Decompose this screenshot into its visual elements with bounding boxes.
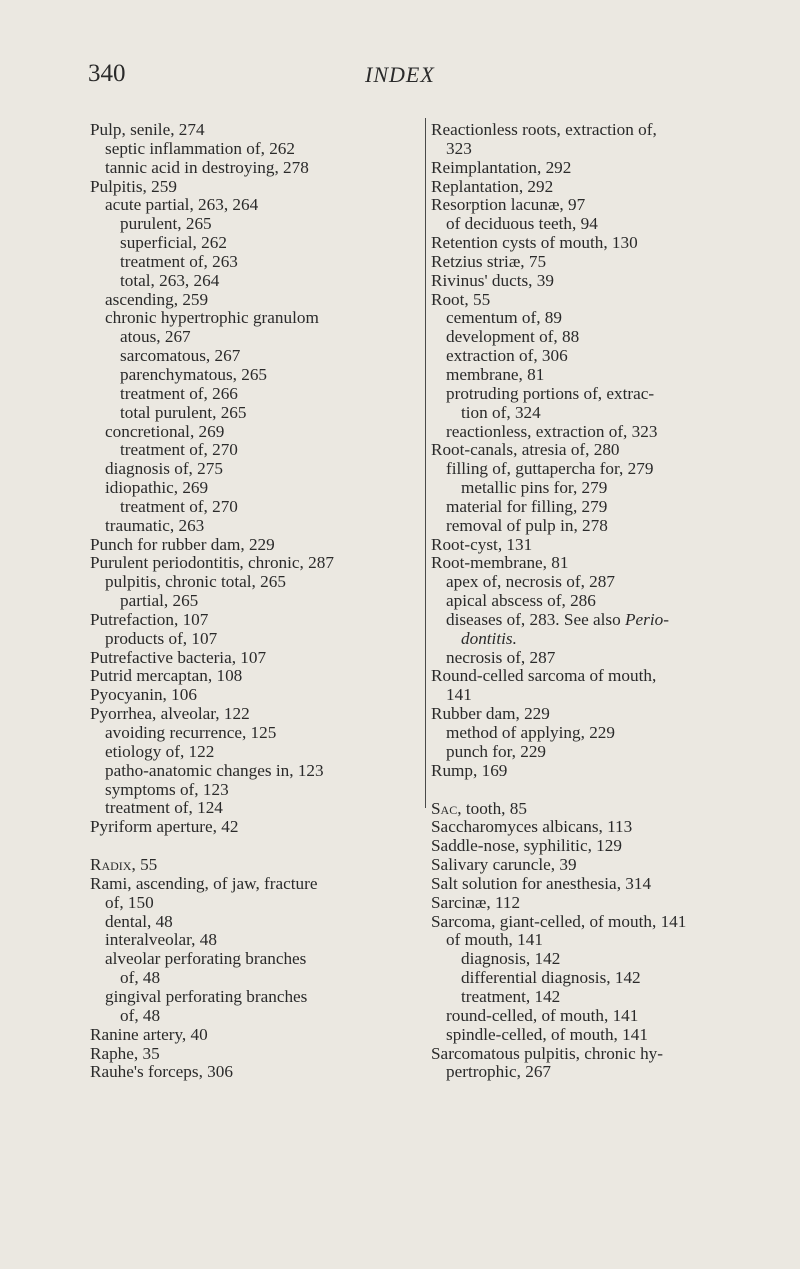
index-entry bbox=[431, 460, 776, 479]
entry-text: treatment, 142 bbox=[461, 986, 561, 1006]
entry-text: round-celled, of mouth, 141 bbox=[446, 1005, 639, 1025]
index-entry bbox=[90, 385, 430, 404]
index-entry bbox=[90, 479, 430, 498]
index-entry bbox=[431, 592, 776, 611]
index-entry bbox=[90, 234, 430, 253]
index-entry bbox=[431, 969, 776, 988]
index-entry bbox=[90, 140, 430, 159]
index-entry bbox=[90, 460, 430, 479]
entry-text: of, 150 bbox=[105, 892, 154, 912]
entry-text: Retention cysts of mouth, 130 bbox=[431, 233, 638, 253]
entry-text: Round-celled sarcoma of mouth, bbox=[431, 666, 657, 686]
index-entry bbox=[90, 498, 430, 517]
index-entry bbox=[90, 291, 430, 310]
entry-text: superficial, 262 bbox=[120, 233, 227, 253]
index-entry bbox=[431, 686, 776, 705]
index-entry bbox=[90, 554, 430, 573]
entry-text: treatment of, 263 bbox=[120, 251, 238, 271]
entry-text: Ranine artery, 40 bbox=[90, 1024, 208, 1044]
index-entry bbox=[431, 1063, 776, 1082]
index-entry bbox=[90, 799, 430, 818]
entry-text: of mouth, 141 bbox=[446, 930, 543, 950]
entry-text: tion of, 324 bbox=[461, 402, 541, 422]
entry-text: treatment of, 270 bbox=[120, 496, 238, 516]
entry-text: diagnosis, 142 bbox=[461, 949, 561, 969]
entry-text: Salivary caruncle, 39 bbox=[431, 855, 577, 875]
entry-text: membrane, 81 bbox=[446, 364, 545, 384]
index-entry bbox=[90, 969, 430, 988]
entry-text: Raphe, 35 bbox=[90, 1043, 160, 1063]
entry-text: purulent, 265 bbox=[120, 214, 212, 234]
entry-text: Rami, ascending, of jaw, fracture bbox=[90, 873, 318, 893]
entry-text: Sarcoma, giant-celled, of mouth, 141 bbox=[431, 911, 687, 931]
section-gap bbox=[431, 781, 776, 800]
index-entry bbox=[431, 196, 776, 215]
entry-text: Reactionless roots, extraction of, bbox=[431, 120, 657, 139]
index-entry bbox=[431, 875, 776, 894]
entry-text: chronic hypertrophic granulom bbox=[105, 308, 319, 328]
entry-text: Sarcinæ, 112 bbox=[431, 892, 521, 912]
index-entry bbox=[90, 762, 430, 781]
entry-text: 323 bbox=[446, 138, 472, 158]
index-entry bbox=[431, 536, 776, 555]
entry-text: Pyorrhea, alveolar, 122 bbox=[90, 704, 250, 724]
entry-text: patho-anatomic changes in, 123 bbox=[105, 760, 324, 780]
entry-text: filling of, guttapercha for, 279 bbox=[446, 459, 654, 479]
index-entry bbox=[431, 554, 776, 573]
index-entry bbox=[431, 272, 776, 291]
entry-text: Root, 55 bbox=[431, 289, 491, 309]
index-entry bbox=[90, 573, 430, 592]
index-entry bbox=[431, 479, 776, 498]
index-entry bbox=[431, 762, 776, 781]
entry-cross-reference: dontitis. bbox=[461, 628, 517, 648]
entry-text: Putrefactive bacteria, 107 bbox=[90, 647, 267, 667]
index-entry bbox=[431, 309, 776, 328]
index-entry bbox=[90, 931, 430, 950]
entry-text: total purulent, 265 bbox=[120, 402, 247, 422]
index-entry bbox=[90, 178, 430, 197]
index-entry bbox=[431, 253, 776, 272]
index-entry bbox=[90, 913, 430, 932]
entry-text: diagnosis of, 275 bbox=[105, 459, 223, 479]
page-header bbox=[0, 60, 800, 96]
index-entry bbox=[431, 649, 776, 668]
entry-text: metallic pins for, 279 bbox=[461, 478, 608, 498]
index-entry bbox=[431, 1026, 776, 1045]
index-entry bbox=[431, 800, 776, 819]
index-column-right bbox=[431, 121, 776, 1082]
index-entry bbox=[90, 1007, 430, 1026]
entry-text: Root-cyst, 131 bbox=[431, 534, 533, 554]
index-entry bbox=[90, 856, 430, 875]
index-entry bbox=[90, 215, 430, 234]
index-entry bbox=[90, 1045, 430, 1064]
entry-text: Saddle-nose, syphilitic, 129 bbox=[431, 836, 622, 856]
index-entry bbox=[90, 423, 430, 442]
entry-text: septic inflammation of, 262 bbox=[105, 138, 295, 158]
entry-text: atous, 267 bbox=[120, 327, 191, 347]
entry-text: method of applying, 229 bbox=[446, 723, 615, 742]
index-entry bbox=[90, 818, 430, 837]
entry-text: Pyocyanin, 106 bbox=[90, 685, 197, 705]
entry-text: partial, 265 bbox=[120, 591, 199, 611]
index-entry bbox=[90, 272, 430, 291]
entry-text: Rivinus' ducts, 39 bbox=[431, 270, 554, 290]
index-entry bbox=[431, 423, 776, 442]
index-entry bbox=[431, 121, 776, 140]
index-entry bbox=[90, 366, 430, 385]
entry-text: interalveolar, 48 bbox=[105, 930, 217, 950]
index-entry bbox=[90, 121, 430, 140]
index-entry bbox=[90, 705, 430, 724]
index-entry bbox=[431, 385, 776, 404]
entry-text: Reimplantation, 292 bbox=[431, 157, 572, 177]
index-entry bbox=[431, 234, 776, 253]
entry-text: parenchymatous, 265 bbox=[120, 364, 268, 384]
index-entry bbox=[431, 724, 776, 743]
index-entry bbox=[90, 743, 430, 762]
index-entry bbox=[431, 498, 776, 517]
entry-text: Rump, 169 bbox=[431, 760, 508, 780]
entry-text: etiology of, 122 bbox=[105, 741, 215, 761]
index-entry bbox=[431, 1007, 776, 1026]
entry-text: of, 48 bbox=[120, 1005, 161, 1025]
index-entry bbox=[431, 140, 776, 159]
entry-text: Salt solution for anesthesia, 314 bbox=[431, 873, 652, 893]
entry-text: Putrefaction, 107 bbox=[90, 609, 209, 629]
entry-text: necrosis of, 287 bbox=[446, 647, 556, 667]
entry-text: Retzius striæ, 75 bbox=[431, 251, 547, 271]
index-entry bbox=[431, 705, 776, 724]
index-entry bbox=[90, 950, 430, 969]
index-entry bbox=[431, 291, 776, 310]
index-entry bbox=[90, 649, 430, 668]
entry-text: Rauhe's forceps, 306 bbox=[90, 1062, 233, 1082]
entry-cross-reference: Perio- bbox=[625, 609, 669, 629]
entry-text: reactionless, extraction of, 323 bbox=[446, 421, 658, 441]
column-divider bbox=[425, 118, 426, 808]
entry-text: symptoms of, 123 bbox=[105, 779, 229, 799]
index-entry bbox=[90, 592, 430, 611]
index-entry bbox=[90, 536, 430, 555]
entry-text: acute partial, 263, 264 bbox=[105, 195, 259, 215]
entry-text: Pulpitis, 259 bbox=[90, 176, 177, 196]
index-entry bbox=[431, 931, 776, 950]
index-entry bbox=[90, 894, 430, 913]
index-entry bbox=[431, 517, 776, 536]
running-title: INDEX bbox=[365, 62, 435, 87]
index-entry bbox=[431, 667, 776, 686]
index-entry bbox=[90, 667, 430, 686]
index-entry bbox=[90, 517, 430, 536]
entry-text: pertrophic, 267 bbox=[446, 1062, 552, 1082]
index-entry bbox=[90, 686, 430, 705]
index-entry bbox=[431, 913, 776, 932]
index-entry bbox=[431, 573, 776, 592]
index-entry bbox=[431, 178, 776, 197]
index-entry bbox=[431, 950, 776, 969]
index-entry bbox=[90, 196, 430, 215]
index-entry bbox=[90, 630, 430, 649]
section-gap bbox=[90, 837, 430, 856]
entry-text: products of, 107 bbox=[105, 628, 218, 648]
index-entry bbox=[90, 347, 430, 366]
entry-text: protruding portions of, extrac- bbox=[446, 383, 655, 403]
entry-text: alveolar perforating branches bbox=[105, 949, 307, 969]
entry-text: total, 263, 264 bbox=[120, 270, 220, 290]
entry-text: ascending, 259 bbox=[105, 289, 209, 309]
index-entry bbox=[431, 347, 776, 366]
entry-text: Putrid mercaptan, 108 bbox=[90, 666, 243, 686]
entry-text: Pulp, senile, 274 bbox=[90, 120, 205, 139]
index-entry bbox=[90, 1063, 430, 1082]
index-entry bbox=[90, 441, 430, 460]
entry-text: idiopathic, 269 bbox=[105, 478, 209, 498]
entry-text: Replantation, 292 bbox=[431, 176, 554, 196]
entry-text: of, 48 bbox=[120, 968, 161, 988]
entry-text: Punch for rubber dam, 229 bbox=[90, 534, 275, 554]
entry-text: 55 bbox=[135, 855, 158, 875]
index-entry bbox=[90, 875, 430, 894]
entry-text: Resorption lacunæ, 97 bbox=[431, 195, 586, 215]
entry-text: apex of, necrosis of, 287 bbox=[446, 572, 615, 592]
entry-text: tannic acid in destroying, 278 bbox=[105, 157, 309, 177]
entry-text: concretional, 269 bbox=[105, 421, 225, 441]
index-entry bbox=[431, 856, 776, 875]
index-entry bbox=[90, 724, 430, 743]
entry-text: pulpitis, chronic total, 265 bbox=[105, 572, 286, 592]
entry-text: Root-membrane, 81 bbox=[431, 553, 569, 573]
index-entry bbox=[431, 404, 776, 423]
entry-text: extraction of, 306 bbox=[446, 346, 568, 366]
index-entry bbox=[431, 1045, 776, 1064]
entry-text: apical abscess of, 286 bbox=[446, 591, 596, 611]
index-entry bbox=[90, 988, 430, 1007]
entry-text: dental, 48 bbox=[105, 911, 173, 931]
entry-text: gingival perforating branches bbox=[105, 986, 308, 1006]
entry-text: Pyriform aperture, 42 bbox=[90, 817, 239, 837]
index-entry bbox=[431, 159, 776, 178]
entry-text: traumatic, 263 bbox=[105, 515, 205, 535]
entry-text: cementum of, 89 bbox=[446, 308, 562, 328]
index-entry bbox=[431, 441, 776, 460]
entry-text: of deciduous teeth, 94 bbox=[446, 214, 598, 234]
index-entry bbox=[431, 328, 776, 347]
entry-letter-head: Radix, bbox=[90, 855, 136, 875]
entry-letter-head: Sac, bbox=[431, 798, 462, 818]
index-entry bbox=[431, 743, 776, 762]
index-entry bbox=[431, 894, 776, 913]
index-entry bbox=[90, 1026, 430, 1045]
entry-text: Saccharomyces albicans, 113 bbox=[431, 817, 633, 837]
index-entry bbox=[90, 328, 430, 347]
entry-text: removal of pulp in, 278 bbox=[446, 515, 608, 535]
entry-text: Purulent periodontitis, chronic, 287 bbox=[90, 553, 334, 573]
index-entry bbox=[431, 818, 776, 837]
index-entry bbox=[431, 837, 776, 856]
entry-text: diseases of, 283. See also bbox=[446, 609, 626, 629]
index-entry bbox=[90, 159, 430, 178]
entry-text: tooth, 85 bbox=[461, 798, 527, 818]
page-number: 340 bbox=[88, 60, 126, 87]
entry-text: punch for, 229 bbox=[446, 741, 547, 761]
index-entry bbox=[90, 309, 430, 328]
index-entry bbox=[90, 781, 430, 800]
entry-text: differential diagnosis, 142 bbox=[461, 968, 641, 988]
index-entry bbox=[431, 630, 776, 649]
entry-text: avoiding recurrence, 125 bbox=[105, 723, 277, 742]
entry-text: material for filling, 279 bbox=[446, 496, 608, 516]
index-entry bbox=[431, 215, 776, 234]
entry-text: development of, 88 bbox=[446, 327, 580, 347]
entry-text: Sarcomatous pulpitis, chronic hy- bbox=[431, 1043, 663, 1063]
entry-text: Rubber dam, 229 bbox=[431, 704, 550, 724]
entry-text: 141 bbox=[446, 685, 472, 705]
index-entry bbox=[431, 988, 776, 1007]
index-entry bbox=[431, 611, 776, 630]
entry-text: treatment of, 270 bbox=[120, 440, 238, 460]
index-entry bbox=[90, 611, 430, 630]
entry-text: treatment of, 124 bbox=[105, 798, 223, 818]
entry-text: treatment of, 266 bbox=[120, 383, 238, 403]
entry-text: Root-canals, atresia of, 280 bbox=[431, 440, 620, 460]
index-column-left bbox=[90, 121, 430, 1082]
entry-text: sarcomatous, 267 bbox=[120, 346, 241, 366]
index-entry bbox=[431, 366, 776, 385]
index-entry bbox=[90, 404, 430, 423]
entry-text: spindle-celled, of mouth, 141 bbox=[446, 1024, 648, 1044]
index-entry bbox=[90, 253, 430, 272]
